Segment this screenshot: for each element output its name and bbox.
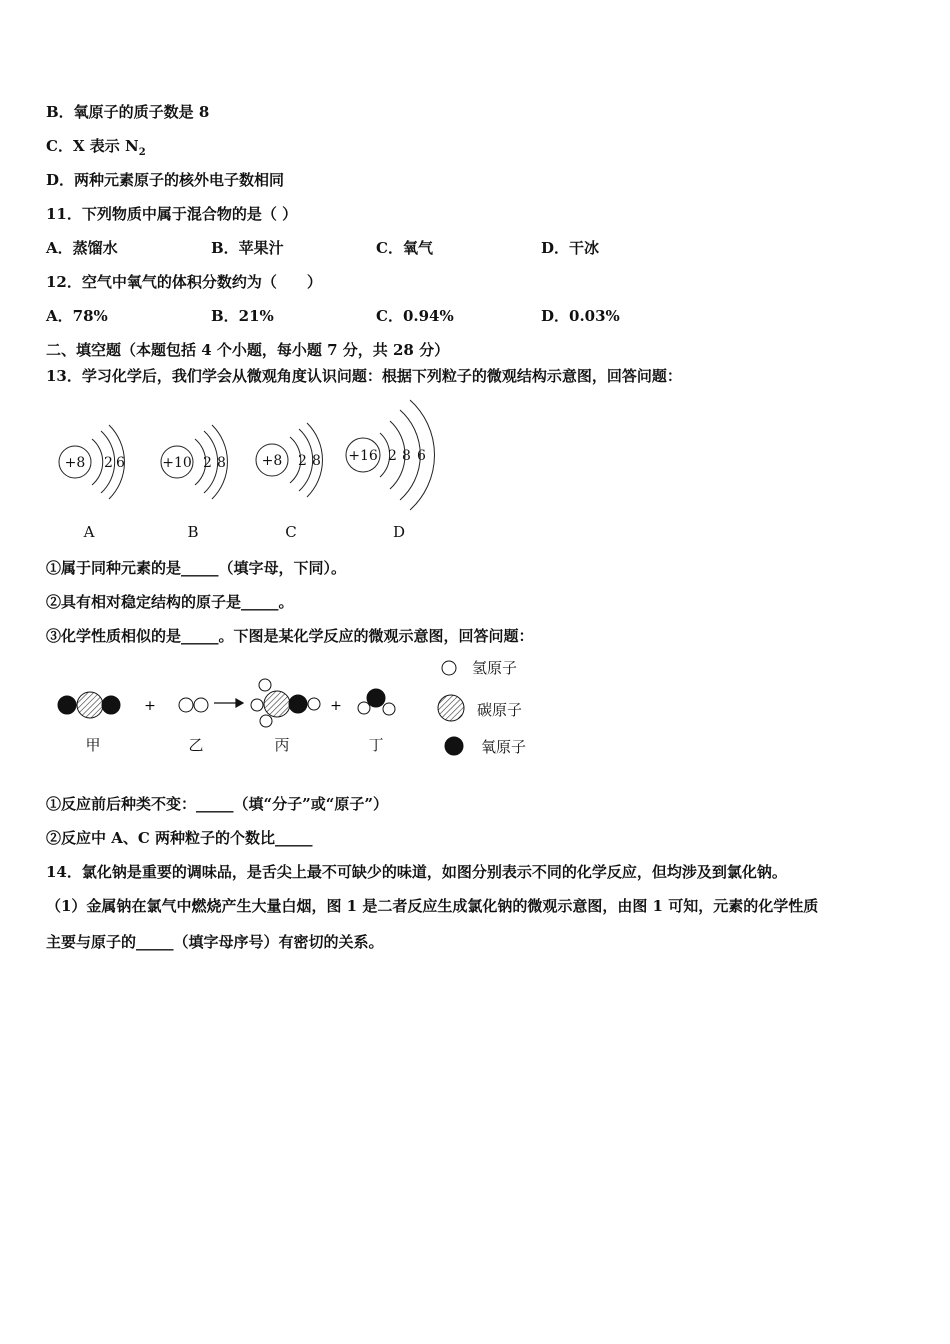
q13-sub-5: ②反应中 A、C 两种粒子的个数比_____ [46,829,313,847]
q11-option-a: A．蒸馏水 [46,239,118,257]
atom-a-shell-1: 2 [104,455,113,471]
reaction-diagram [0,650,950,770]
label-yi: 乙 [188,736,204,754]
atom-d-shell-1: 2 [388,448,397,464]
atom-d-shell-2: 8 [402,448,411,464]
atom-a-nucleus: +8 [64,455,86,471]
q12-option-b: B．21% [211,307,274,325]
q13-sub-4: ①反应前后种类不变：_____（填“分子”或“原子”） [46,795,389,813]
atomic-structure-diagrams [0,395,950,555]
section-heading: 二、填空题（本题包括 4 个小题，每小题 7 分，共 28 分） [46,341,450,359]
q13-sub-2: ②具有相对稳定结构的原子是_____。 [46,593,294,611]
atom-b-nucleus: +10 [162,455,192,471]
q10-option-c-text: C．X 表示 N [46,137,139,155]
atom-c-nucleus: +8 [261,453,283,469]
q14-part1-line2: 主要与原子的_____（填字母序号）有密切的关系。 [46,933,384,951]
q13-sub-1: ①属于同种元素的是_____（填字母，下同）。 [46,559,347,577]
q12-option-c: C．0.94% [376,307,454,325]
label-ding: 丁 [368,736,384,754]
molecule-yi [179,698,208,712]
legend-carbon-icon [438,695,464,721]
plus-sign-2: + [330,698,342,714]
atom-a-shell-2: 6 [116,455,125,471]
legend-oxygen-label: 氧原子 [481,738,527,756]
q12-stem: 12．空气中氧气的体积分数约为（ ） [46,273,322,291]
atom-b-shell-2: 8 [217,455,226,471]
legend-hydrogen-icon [442,661,456,675]
q13-stem: 13．学习化学后，我们学会从微观角度认识问题：根据下列粒子的微观结构示意图，回答问题： [46,367,682,385]
q11-option-b: B．苹果汁 [211,239,284,257]
q10-option-b: B．氧原子的质子数是 8 [46,103,210,121]
q10-option-c [46,136,146,163]
molecule-jia [58,692,120,718]
q13-sub-3: ③化学性质相似的是_____。下图是某化学反应的微观示意图，回答问题： [46,627,534,645]
molecule-bing [251,679,320,727]
q14-stem: 14．氯化钠是重要的调味品，是舌尖上最不可缺少的味道，如图分别表示不同的化学反应，但均涉及到氯化钠。 [46,863,787,881]
atom-b-shell-1: 2 [203,455,212,471]
atom-c-shell-2: 8 [312,453,321,469]
atom-a-letter: A [83,523,95,541]
atom-c-shell-1: 2 [298,453,307,469]
q14-part1-line1: （1）金属钠在氯气中燃烧产生大量白烟，图 1 是二者反应生成氯化钠的微观示意图，由图 1 可知，元素的化学性质 [46,897,819,915]
legend-carbon-label: 碳原子 [477,701,523,719]
q12-option-d: D．0.03% [541,307,620,325]
label-bing: 丙 [274,736,290,754]
reaction-arrow [214,699,243,707]
molecule-ding [358,689,395,715]
atom-c-letter: C [285,523,297,541]
atom-d-nucleus: +16 [348,448,378,464]
q10-option-d: D．两种元素原子的核外电子数相同 [46,171,285,189]
label-jia: 甲 [85,736,101,754]
legend-oxygen-icon [445,737,463,755]
atom-d-shell-3: 6 [417,448,426,464]
q12-option-a: A．78% [46,307,108,325]
reaction-legend [438,661,464,755]
q11-stem: 11．下列物质中属于混合物的是（ ） [46,205,298,223]
q10-option-c-subscript: 2 [138,147,146,158]
legend-hydrogen-label: 氢原子 [472,659,518,677]
atom-b-letter: B [187,523,199,541]
plus-sign-1: + [144,698,156,714]
q11-option-d: D．干冰 [541,239,600,257]
q11-option-c: C．氧气 [376,239,433,257]
atom-d-letter: D [392,523,406,541]
